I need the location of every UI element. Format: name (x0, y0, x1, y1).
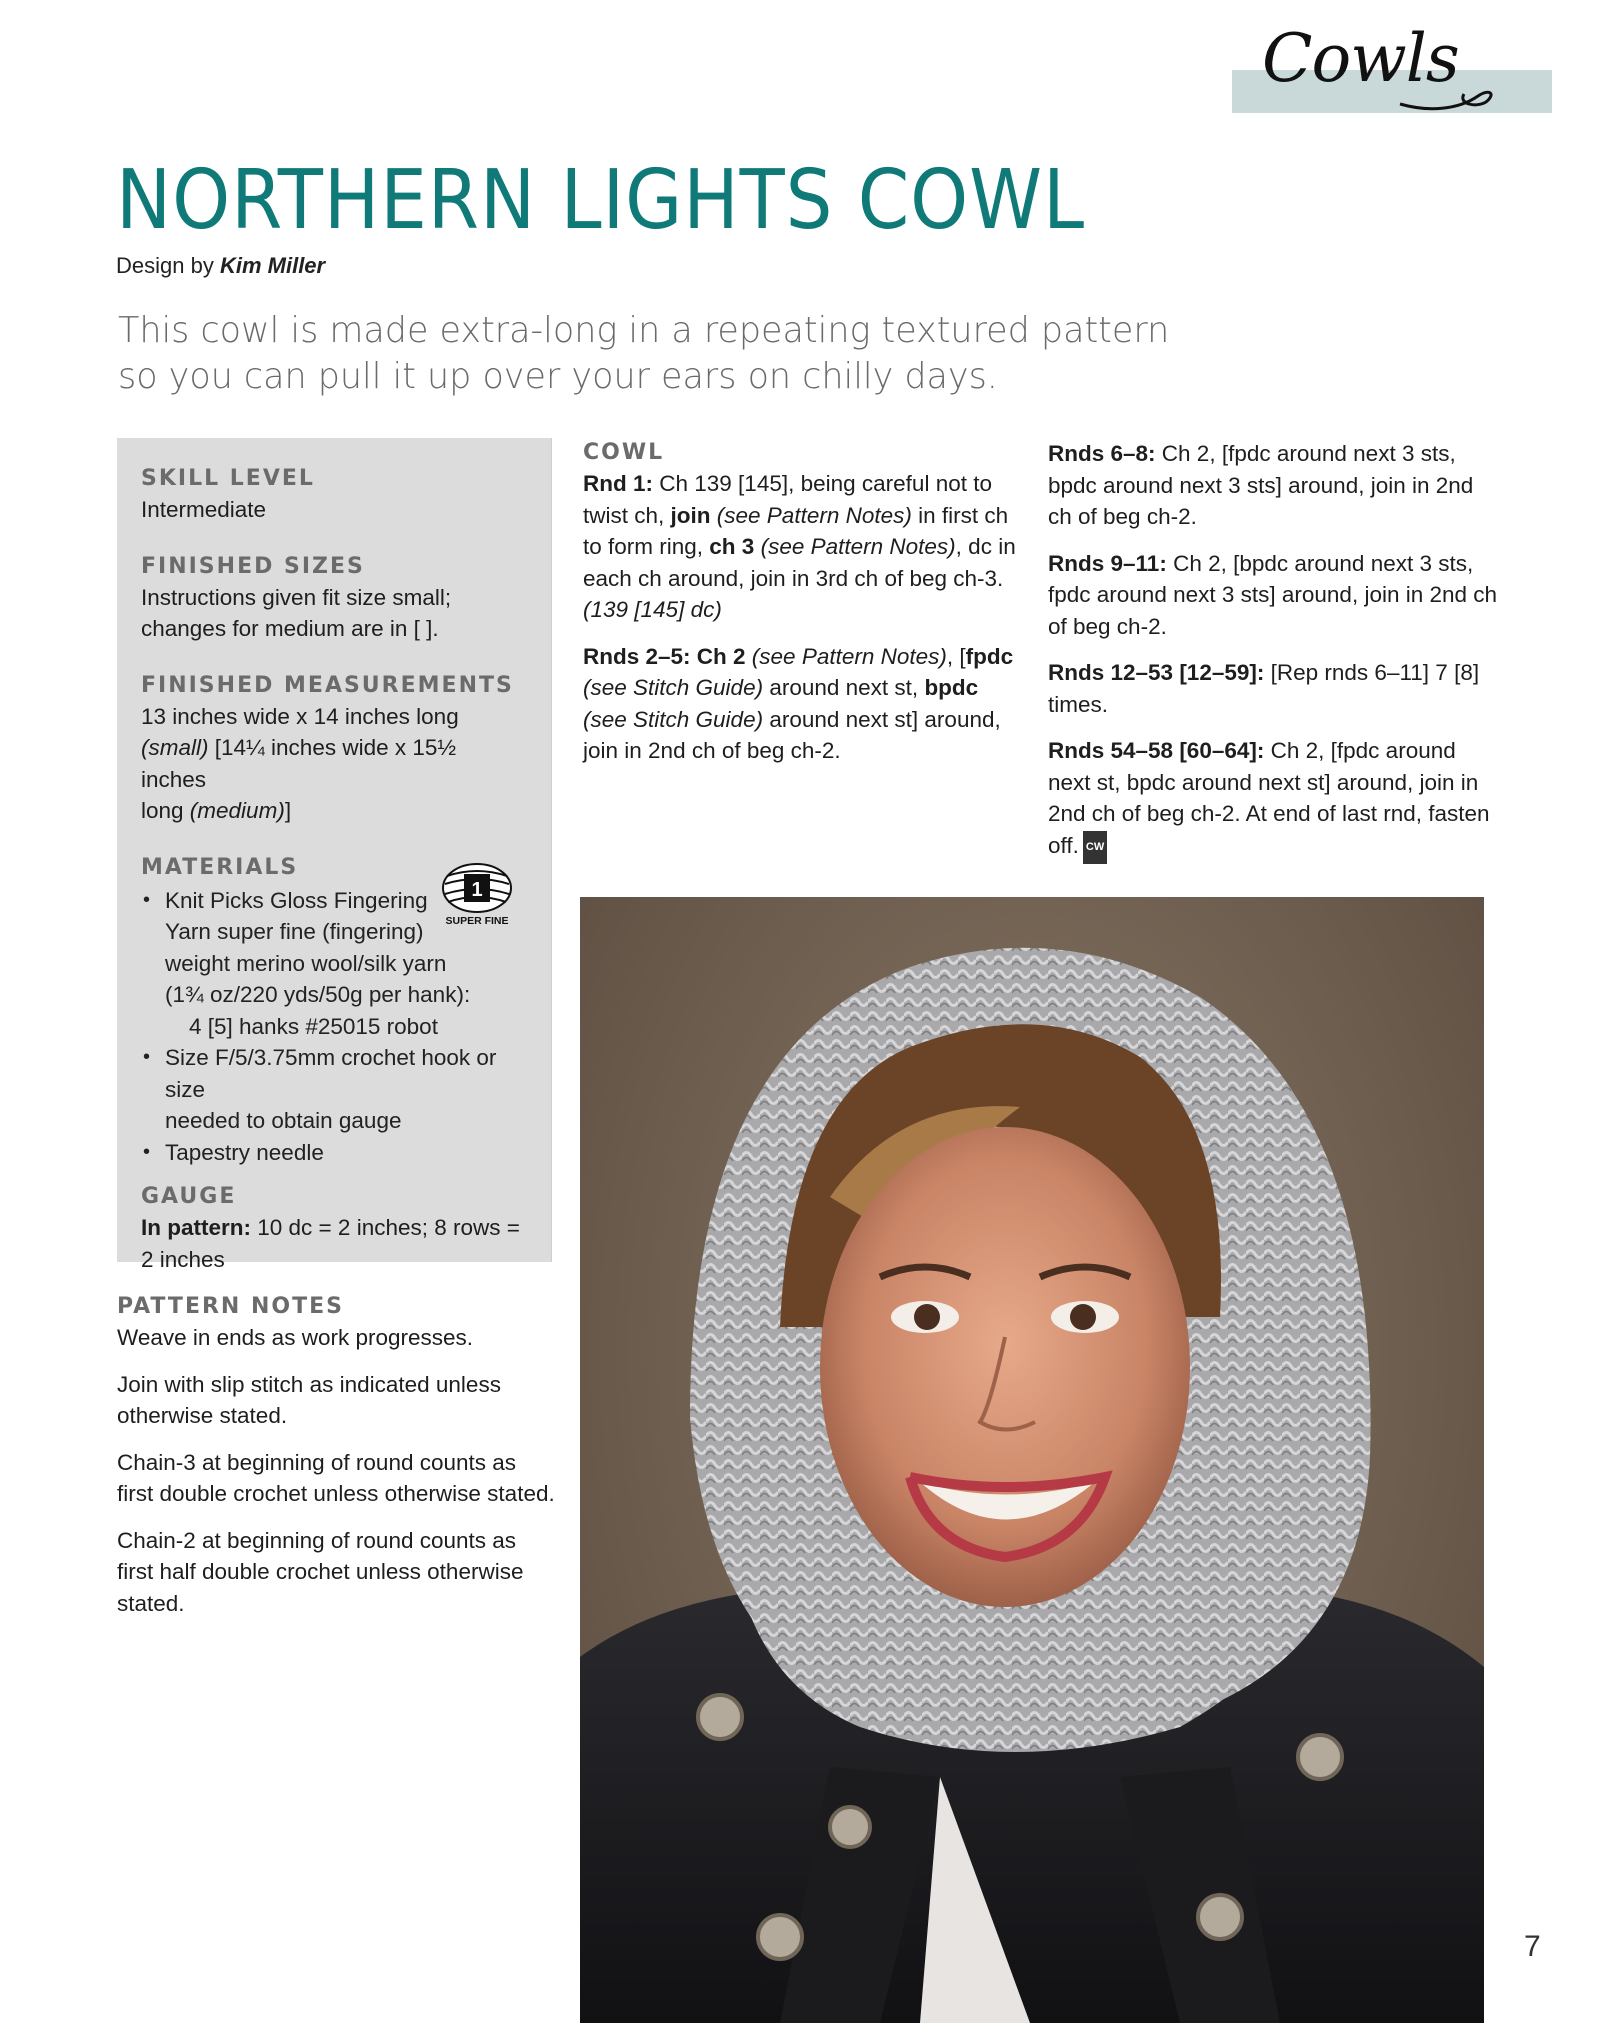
material-yarn-line-4: (1¾ oz/220 yds/50g per hank): (165, 982, 471, 1007)
gauge-line-2: 2 inches (141, 1246, 225, 1272)
round-label: Rnds 9–11: (1048, 550, 1167, 576)
section-title: Cowls (1262, 20, 1459, 97)
instructions-column-2 (1048, 438, 1498, 879)
round-54-58-instruction (1048, 735, 1498, 864)
page-title: NORTHERN LIGHTS COWL (116, 153, 1086, 248)
yarn-badge-label: SUPER FINE (445, 915, 509, 927)
material-hook-line-1: Size F/5/3.75mm crochet hook or size (165, 1045, 497, 1102)
info-box (117, 438, 552, 1272)
list-item (141, 1137, 527, 1169)
reference-text: (see Pattern Notes) (710, 502, 912, 528)
instruction-text: Ch 2, [fpdc around next st, bpdc around next st] around, join in 2nd ch of beg ch-2. At end of last rnd, fasten off. (1048, 738, 1490, 858)
size-medium-label: (medium) (189, 798, 285, 823)
round-12-53-instruction (1048, 657, 1498, 720)
material-needle: Tapestry needle (165, 1139, 324, 1165)
model-wearing-cowl-image (580, 897, 1484, 2023)
measurements-line-1: 13 inches wide x 14 inches long (141, 703, 459, 729)
model-photo (580, 897, 1484, 2023)
skill-level-value: Intermediate (141, 497, 267, 522)
stitch-term: bpdc (924, 675, 979, 700)
finished-sizes-heading: FINISHED SIZES (141, 553, 365, 579)
round-label: Rnds 6–8: (1048, 441, 1156, 466)
gauge-value: 10 dc = 2 inches; 8 rows = (251, 1215, 520, 1240)
reference-text: (see Stitch Guide) (583, 675, 764, 700)
size-small-label: (small) (141, 735, 209, 760)
instruction-text: around next st, (763, 675, 925, 700)
stitch-term: join (670, 502, 711, 528)
stitch-term: fpdc (965, 643, 1014, 669)
note-paragraph: Join with slip stitch as indicated unless otherwise stated. (117, 1371, 501, 1428)
measurements-medium-dims: [14¼ inches wide x 15½ inches (141, 735, 457, 792)
intro-text (118, 308, 1204, 400)
round-label: Rnd 1: (583, 471, 653, 496)
page-number: 7 (1524, 1930, 1541, 1963)
instruction-text: , dc in each ch around, join in 3rd ch of beg ch-3. (583, 534, 1016, 591)
round-label: Rnds 2–5: Ch 2 (583, 643, 746, 669)
reference-text: (see Pattern Notes) (745, 643, 947, 669)
end-mark-icon: CW (1083, 831, 1107, 865)
round-1-instruction (583, 468, 1023, 626)
round-label: Rnds 12–53 [12–59]: (1048, 660, 1265, 685)
measurements-line-2 (141, 732, 527, 795)
finished-sizes-line-2: changes for medium are in [ ]. (141, 616, 439, 641)
cowl-heading: COWL (583, 440, 665, 465)
round-label: Rnds 54–58 [60–64]: (1048, 738, 1265, 763)
instruction-text: Ch 139 [145], being careful not to twist ch, (583, 471, 992, 528)
note-paragraph: Weave in ends as work progresses. (117, 1325, 474, 1350)
intro-line-2: so you can pull it up over your ears on chilly days. (118, 356, 998, 397)
swash-ornament-icon (1398, 74, 1498, 114)
yarn-badge-number: 1 (471, 879, 483, 901)
skill-level-heading: SKILL LEVEL (141, 466, 315, 491)
instruction-text: Ch 2, [fpdc around next 3 sts, bpdc around next 3 sts] around, join in 2nd ch of beg ch-2. (1048, 441, 1474, 529)
materials-heading: MATERIALS (141, 854, 299, 880)
pattern-notes (117, 1292, 557, 1634)
material-hook-line-2: needed to obtain gauge (165, 1108, 402, 1133)
list-item (141, 1042, 527, 1137)
finished-sizes-line-1: Instructions given fit size small; (141, 584, 452, 610)
instruction-text: Ch 2, [bpdc around next 3 sts, fpdc around next 3 sts] around, join in 2nd ch of beg ch-2. (1048, 550, 1498, 639)
note-paragraph: Chain-3 at beginning of round counts as first double crochet unless otherwise stated. (117, 1449, 555, 1506)
measurements-long: long (141, 798, 190, 823)
instruction-text: around next st] around, join in 2nd ch of beg ch-2. (583, 706, 1001, 763)
material-yarn-line-3: weight merino wool/silk yarn (165, 950, 447, 976)
reference-text: (see Stitch Guide) (583, 706, 764, 732)
stitch-term: ch 3 (709, 534, 755, 559)
material-yarn-line-5: 4 [5] hanks #25015 robot (189, 1013, 438, 1039)
material-yarn-line-2: Yarn super fine (fingering) (165, 919, 424, 944)
instruction-text: , [ (946, 643, 966, 669)
yarn-weight-badge-icon (440, 862, 514, 928)
gauge-line-1 (141, 1212, 527, 1244)
designer-name: Kim Miller (219, 253, 326, 278)
round-2-5-instruction (583, 641, 1023, 767)
byline-prefix: Design by (116, 253, 214, 278)
finished-measurements-heading: FINISHED MEASUREMENTS (141, 672, 514, 698)
instruction-text: [Rep rnds 6–11] 7 [8] times. (1048, 660, 1480, 717)
measurements-line-3 (141, 795, 527, 827)
measurements-close-bracket: ] (284, 798, 292, 823)
stitch-count: (139 [145] dc) (583, 597, 722, 622)
intro-line-1: This cowl is made extra-long in a repeating textured pattern (118, 310, 1170, 351)
reference-text: (see Pattern Notes) (754, 534, 956, 559)
gauge-label: In pattern: (141, 1215, 251, 1240)
instruction-text: in first ch to form ring, (583, 502, 1009, 559)
instructions-column-1 (583, 438, 1023, 782)
material-yarn-line-1: Knit Picks Gloss Fingering (165, 887, 428, 913)
round-6-8-instruction (1048, 438, 1498, 533)
gauge-heading: GAUGE (141, 1184, 237, 1209)
note-paragraph: Chain-2 at beginning of round counts as first half double crochet unless otherwise stated. (117, 1527, 524, 1616)
byline (116, 253, 325, 279)
pattern-notes-heading: PATTERN NOTES (117, 1294, 344, 1319)
round-9-11-instruction (1048, 548, 1498, 643)
